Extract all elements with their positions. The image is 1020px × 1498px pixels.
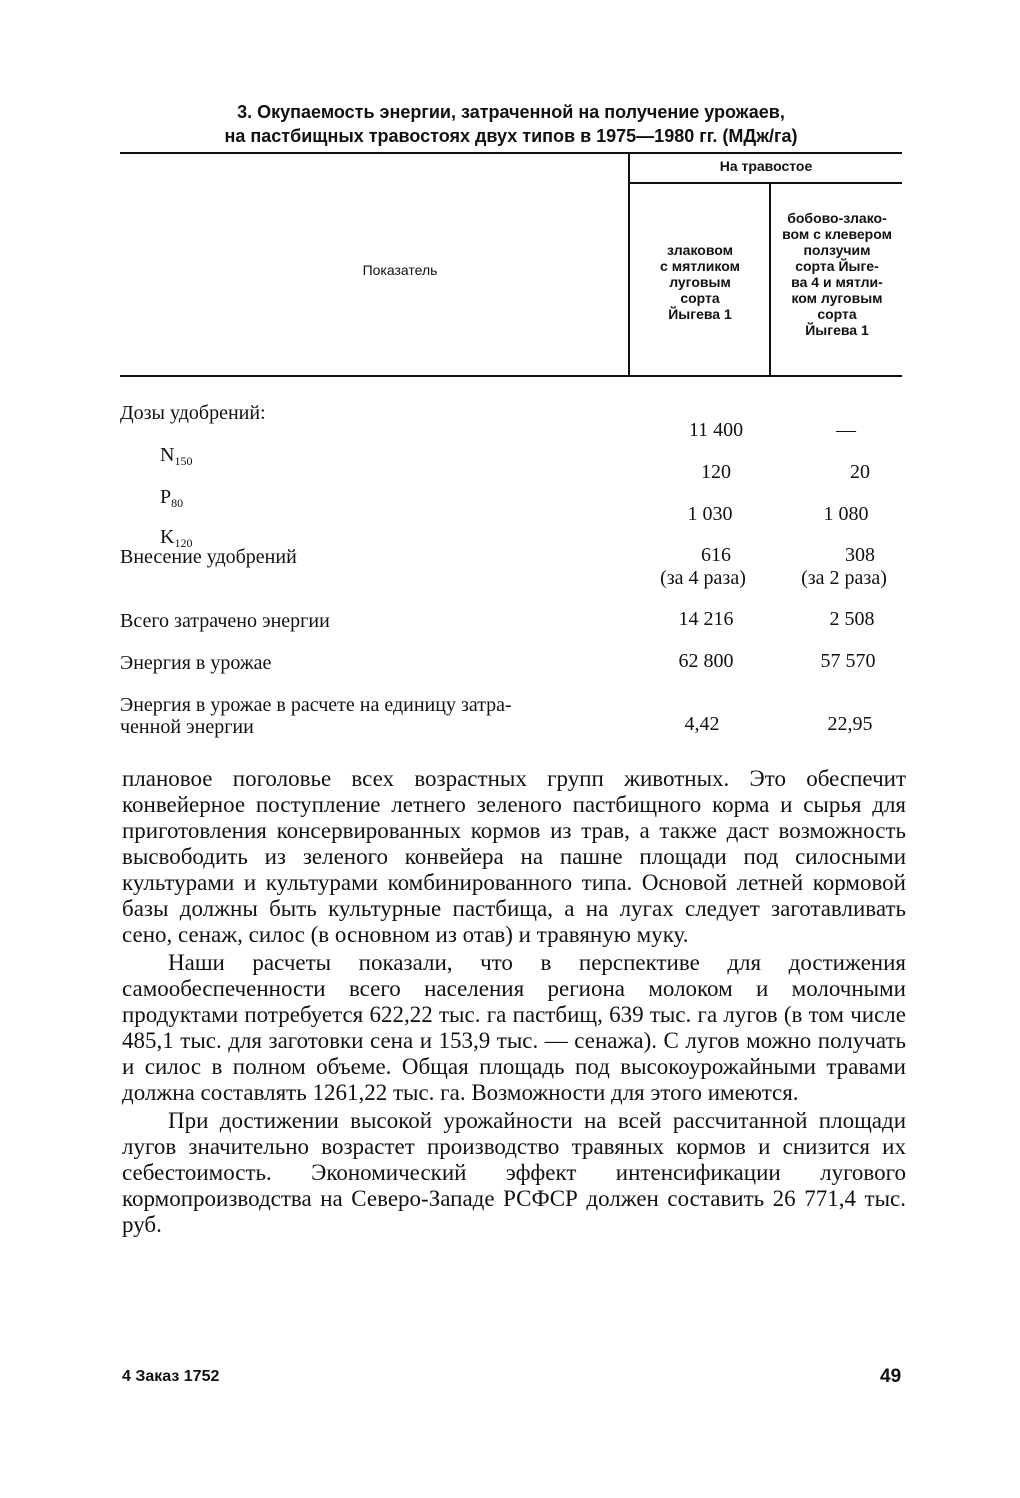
header-col-1-line: луговым	[669, 274, 731, 290]
table-col-divider-2	[769, 184, 771, 376]
header-col-2-line: сорта	[817, 306, 857, 322]
table-caption-line-2: на пастбищных травостоях двух типов в 1975—1980 гг. (МДж/га)	[224, 126, 798, 146]
table-col-divider-1	[628, 154, 630, 376]
value-n-col2: —	[836, 419, 856, 441]
value-k-col1: 1 030	[687, 503, 733, 525]
value-yield-energy-col2: 57 570	[820, 650, 876, 672]
value-application-note-col1: (за 4 раза)	[660, 567, 746, 589]
row-yield-energy-label: Энергия в урожае	[120, 652, 272, 674]
row-n-label	[160, 444, 192, 472]
value-k-col2: 1 080	[823, 503, 869, 525]
row-fert-doses-label: Дозы удобрений:	[120, 402, 266, 424]
table-group-rule	[630, 182, 902, 184]
header-col-2	[772, 210, 902, 338]
value-application-note-col2: (за 2 раза)	[801, 567, 887, 589]
body-paragraph: При достижении высокой урожайности на всей рассчитанной площади лугов значительно возрастет производство травяных кормов и снизится их себестоимость. Экономический эффект интенсификации лугового кормопроизводства на Северо-Западе РСФСР должен составить 26 771,4 тыс. руб.	[122, 1108, 906, 1237]
header-col-1-line: злаковом	[667, 242, 733, 258]
row-ratio-label	[120, 694, 620, 738]
header-group: На травостое	[719, 158, 813, 174]
header-col-1-line: Йыгева 1	[668, 306, 732, 322]
table-caption-line-1: 3. Окупаемость энергии, затраченной на получение урожаев,	[237, 102, 785, 122]
value-p-col1: 120	[701, 461, 731, 483]
table-header-bottom-rule	[120, 375, 902, 377]
row-p-subscript: 80	[171, 496, 184, 510]
header-col-2-line: ва 4 и мятли-	[791, 274, 883, 290]
row-n-symbol: N	[160, 444, 175, 466]
header-col-2-line: бобово-злако-	[787, 210, 887, 226]
row-p-symbol: P	[160, 486, 172, 508]
row-n-subscript: 150	[174, 454, 193, 468]
body-paragraph: Наши расчеты показали, что в перспективе для достижения самообеспеченности всего населения региона молоком и молочными продуктами потребуется 622,22 тыс. га пастбищ, 639 тыс. га лугов (в том числе 485,1 тыс. для заготовки сена и 153,9 тыс. — сенажа). С лугов можно получать и силос в полном объеме. Общая площадь под высокоурожайными травами должна составлять 1261,22 тыс. га. Возможности для этого имеются.	[122, 950, 906, 1105]
value-n-col1: 11 400	[688, 419, 744, 441]
body-text	[122, 766, 906, 1238]
row-ratio-label-line-2: ченной энергии	[120, 716, 254, 738]
header-col-1-line: сорта	[680, 290, 720, 306]
header-col-2-line: сорта Йыге-	[795, 258, 879, 274]
header-col-2-line: ком луговым	[791, 290, 883, 306]
value-ratio-col2: 22,95	[827, 713, 873, 735]
row-k-symbol: K	[160, 526, 175, 548]
row-application-label: Внесение удобрений	[120, 546, 297, 568]
row-ratio-label-line-1: Энергия в урожае в расчете на единицу затра-	[120, 694, 512, 716]
row-k-subscript: 120	[174, 536, 193, 550]
table-caption	[120, 100, 902, 148]
value-application-col1: 616	[701, 544, 731, 566]
header-col-2-line: ползучим	[803, 242, 871, 258]
value-p-col2: 20	[850, 461, 870, 483]
body-paragraph: плановое поголовье всех возрастных групп животных. Это обеспечит конвейерное поступление летнего зеленого пастбищного корма и сырья для приготовления консервированных кормов из трав, а также даст возможность высвободить из зеленого конвейера на пашне площади под силосными культурами и культурами комбинированного типа. Основой летней кормовой базы должны быть культурные пастбища, а на лугах следует заготавливать сено, сенаж, силос (в основном из отав) и травяную муку.	[122, 766, 906, 947]
value-total-col1: 14 216	[678, 608, 734, 630]
header-col-2-line: вом с клевером	[782, 226, 892, 242]
footer-print-order: 4 Заказ 1752	[122, 1368, 220, 1385]
header-col-1-line: с мятликом	[660, 258, 740, 274]
row-total-label: Всего затрачено энергии	[120, 610, 330, 632]
value-total-col2: 2 508	[829, 608, 875, 630]
page-number: 49	[880, 1366, 902, 1387]
table-top-rule	[120, 152, 902, 154]
header-indicator: Показатель	[362, 262, 438, 278]
value-yield-energy-col1: 62 800	[678, 650, 734, 672]
value-application-col2: 308	[845, 544, 875, 566]
value-ratio-col1: 4,42	[684, 713, 720, 735]
row-p-label	[160, 486, 183, 514]
header-col-2-line: Йыгева 1	[805, 322, 869, 338]
header-col-1	[632, 242, 768, 322]
